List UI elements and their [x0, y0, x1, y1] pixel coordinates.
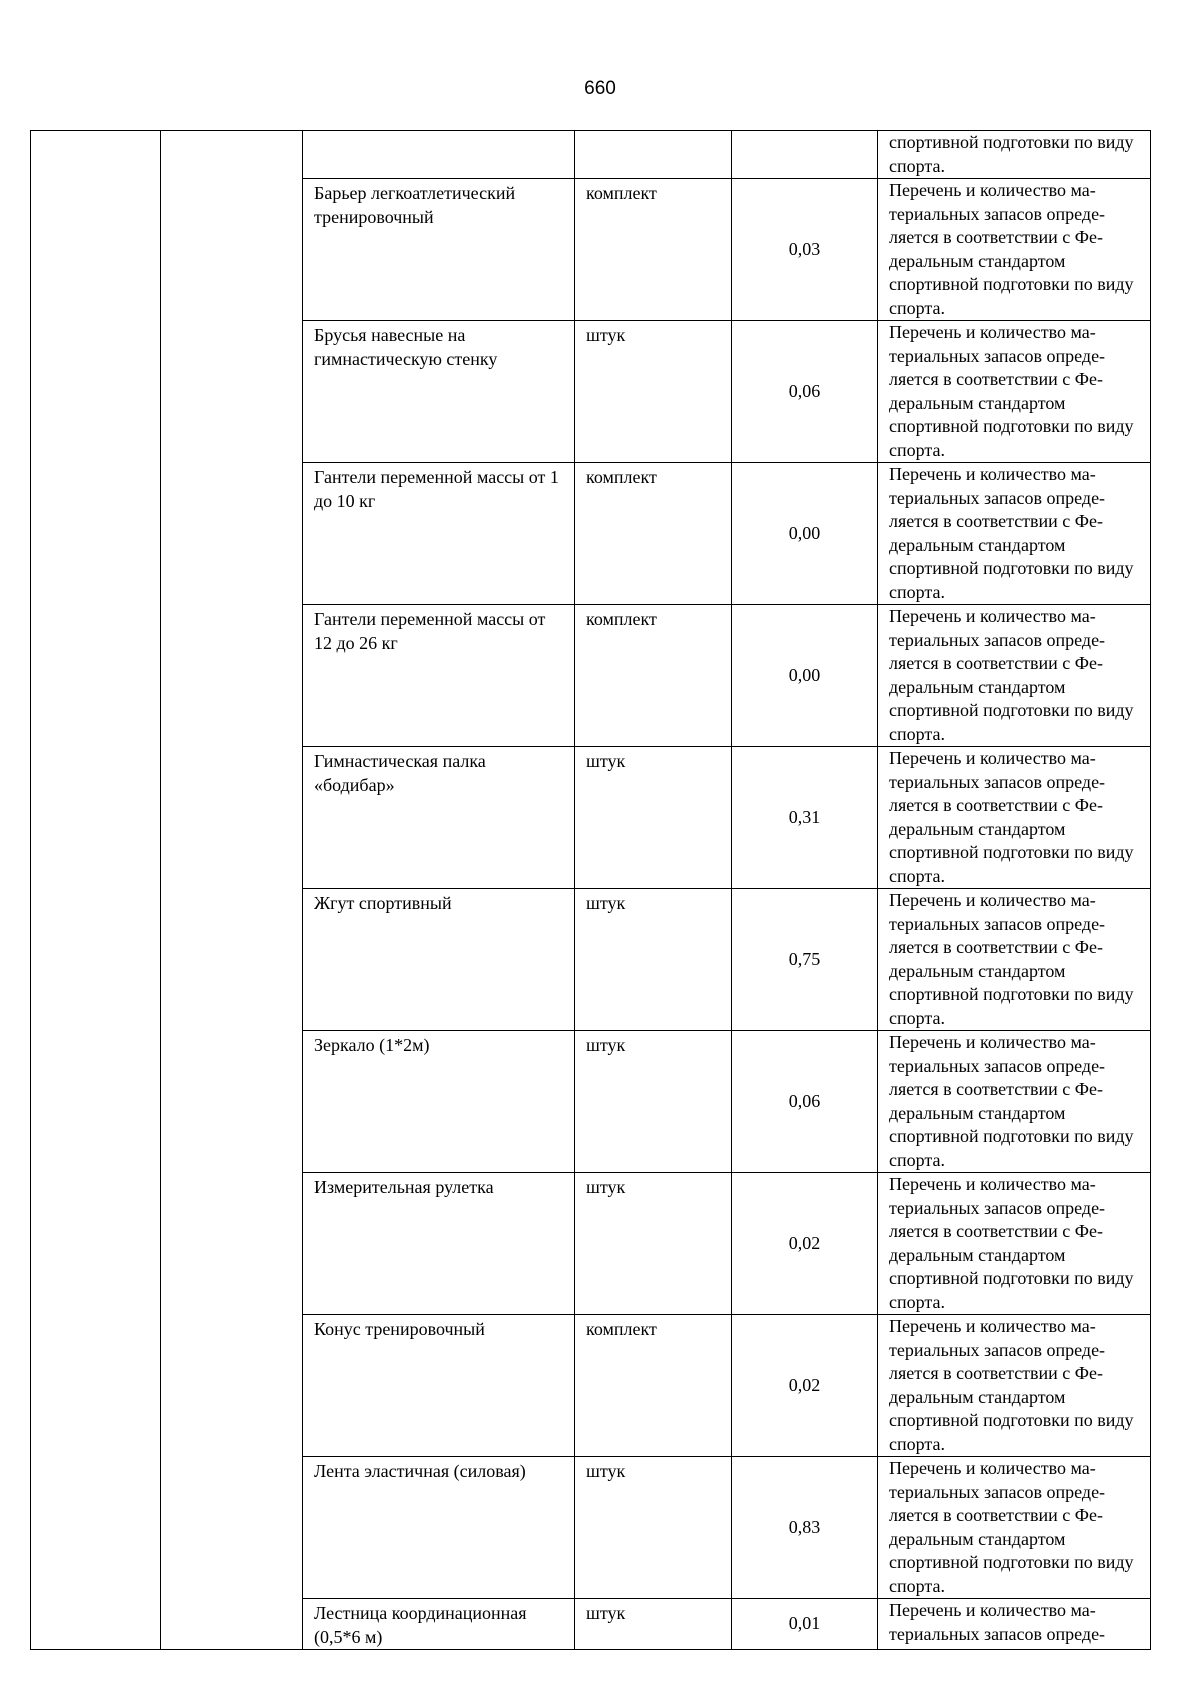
table-cell-quantity	[732, 1031, 878, 1173]
item-unit: штук	[586, 1035, 626, 1055]
item-unit: штук	[586, 325, 626, 345]
item-unit: комплект	[586, 467, 657, 487]
item-name: Жгут спортивный	[314, 893, 452, 913]
table-cell-quantity	[732, 605, 878, 747]
equipment-table	[30, 130, 1151, 1650]
item-quantity: 0,83	[788, 1516, 821, 1537]
item-quantity: 0,06	[788, 380, 821, 401]
note-text: Перечень и количество ма-териальных запасов опреде-ляется в соответствии с Фе-деральным стандартом спортивной подготовки по виду спорта.	[889, 890, 1134, 1028]
table-cell-note	[878, 131, 1151, 179]
note-text: Перечень и количество ма-териальных запасов опреде-ляется в соответствии с Фе-деральным стандартом спортивной подготовки по виду спорта.	[889, 1316, 1134, 1454]
table-cell-name	[303, 605, 575, 747]
note-text: Перечень и количество ма-териальных запасов опреде-ляется в соответствии с Фе-деральным стандартом спортивной подготовки по виду спорта.	[889, 606, 1134, 744]
item-quantity: 0,06	[788, 1090, 821, 1111]
item-name: Барьер легкоатлетический тренировочный	[314, 183, 516, 227]
note-text: Перечень и количество ма-териальных запасов опреде-ляется в соответствии с Фе-деральным стандартом спортивной подготовки по виду спорта.	[889, 1032, 1134, 1170]
note-text: Перечень и количество ма-териальных запасов опреде-ляется в соответствии с Фе-деральным стандартом спортивной подготовки по виду спорта.	[889, 748, 1134, 886]
note-text: Перечень и количество ма-териальных запасов опреде-ляется в соответствии с Фе-деральным стандартом спортивной подготовки по виду спорта.	[889, 322, 1134, 460]
table-cell-name	[303, 321, 575, 463]
table-cell-note	[878, 605, 1151, 747]
table-cell-empty	[575, 131, 732, 179]
note-text: Перечень и количество ма-териальных запасов опреде-ляется в соответствии с Фе-деральным стандартом спортивной подготовки по виду спорта.	[889, 180, 1134, 318]
table-cell-name	[303, 1599, 575, 1650]
table-cell-unit	[575, 463, 732, 605]
table-cell-note	[878, 1173, 1151, 1315]
table-cell-empty	[31, 131, 161, 1650]
table-cell-quantity	[732, 179, 878, 321]
table-cell-note	[878, 463, 1151, 605]
table-cell-empty	[303, 131, 575, 179]
note-text: Перечень и количество ма-териальных запасов опреде-	[889, 1600, 1106, 1644]
item-name: Конус тренировочный	[314, 1319, 485, 1339]
table-cell-quantity	[732, 463, 878, 605]
table-cell-quantity	[732, 747, 878, 889]
item-quantity: 0,01	[788, 1613, 821, 1634]
item-quantity: 0,02	[788, 1374, 821, 1395]
item-quantity: 0,00	[788, 522, 821, 543]
note-text: спортивной подготовки по виду спорта.	[889, 132, 1134, 176]
table-cell-empty	[732, 131, 878, 179]
table-cell-quantity	[732, 321, 878, 463]
item-quantity: 0,00	[788, 664, 821, 685]
item-quantity: 0,31	[788, 806, 821, 827]
item-name: Измерительная рулетка	[314, 1177, 494, 1197]
table-cell-name	[303, 1031, 575, 1173]
table-cell-name	[303, 179, 575, 321]
table-cell-quantity	[732, 1173, 878, 1315]
item-unit: комплект	[586, 183, 657, 203]
table-cell-note	[878, 1599, 1151, 1650]
table-cell-empty	[161, 131, 303, 1650]
table-cell-note	[878, 889, 1151, 1031]
table-cell-name	[303, 463, 575, 605]
note-text: Перечень и количество ма-териальных запасов опреде-ляется в соответствии с Фе-деральным стандартом спортивной подготовки по виду спорта.	[889, 1174, 1134, 1312]
table-cell-quantity	[732, 1599, 878, 1650]
table-cell-note	[878, 1315, 1151, 1457]
table-cell-unit	[575, 179, 732, 321]
item-name: Брусья навесные на гимнастическую стенку	[314, 325, 498, 369]
table-cell-note	[878, 747, 1151, 889]
table-cell-unit	[575, 1173, 732, 1315]
table-cell-name	[303, 1457, 575, 1599]
table-cell-unit	[575, 1031, 732, 1173]
item-unit: штук	[586, 1603, 626, 1623]
table-cell-note	[878, 179, 1151, 321]
table-cell-unit	[575, 321, 732, 463]
table-cell-quantity	[732, 1315, 878, 1457]
item-unit: штук	[586, 1177, 626, 1197]
table-cell-name	[303, 747, 575, 889]
table-cell-note	[878, 321, 1151, 463]
item-unit: штук	[586, 893, 626, 913]
table-cell-note	[878, 1031, 1151, 1173]
item-unit: штук	[586, 751, 626, 771]
item-name: Лента эластичная (силовая)	[314, 1461, 526, 1481]
item-quantity: 0,75	[788, 948, 821, 969]
table-cell-unit	[575, 1599, 732, 1650]
table-cell-unit	[575, 889, 732, 1031]
table-cell-unit	[575, 747, 732, 889]
table-cell-unit	[575, 1315, 732, 1457]
table-row	[31, 131, 1151, 179]
note-text: Перечень и количество ма-териальных запасов опреде-ляется в соответствии с Фе-деральным стандартом спортивной подготовки по виду спорта.	[889, 1458, 1134, 1596]
item-name: Гимнастическая палка «бодибар»	[314, 751, 486, 795]
page-number: 660	[584, 78, 616, 99]
table-cell-quantity	[732, 1457, 878, 1599]
table-cell-unit	[575, 1457, 732, 1599]
table-cell-quantity	[732, 889, 878, 1031]
item-quantity: 0,02	[788, 1232, 821, 1253]
item-unit: комплект	[586, 1319, 657, 1339]
table-cell-unit	[575, 605, 732, 747]
table-cell-note	[878, 1457, 1151, 1599]
item-name: Гантели переменной массы от 1 до 10 кг	[314, 467, 559, 511]
item-name: Зеркало (1*2м)	[314, 1035, 430, 1055]
item-unit: комплект	[586, 609, 657, 629]
item-quantity: 0,03	[788, 238, 821, 259]
table-cell-name	[303, 1315, 575, 1457]
note-text: Перечень и количество ма-териальных запасов опреде-ляется в соответствии с Фе-деральным стандартом спортивной подготовки по виду спорта.	[889, 464, 1134, 602]
item-name: Лестница координационная (0,5*6 м)	[314, 1603, 527, 1647]
item-unit: штук	[586, 1461, 626, 1481]
table-cell-name	[303, 889, 575, 1031]
item-name: Гантели переменной массы от 12 до 26 кг	[314, 609, 546, 653]
table-cell-name	[303, 1173, 575, 1315]
